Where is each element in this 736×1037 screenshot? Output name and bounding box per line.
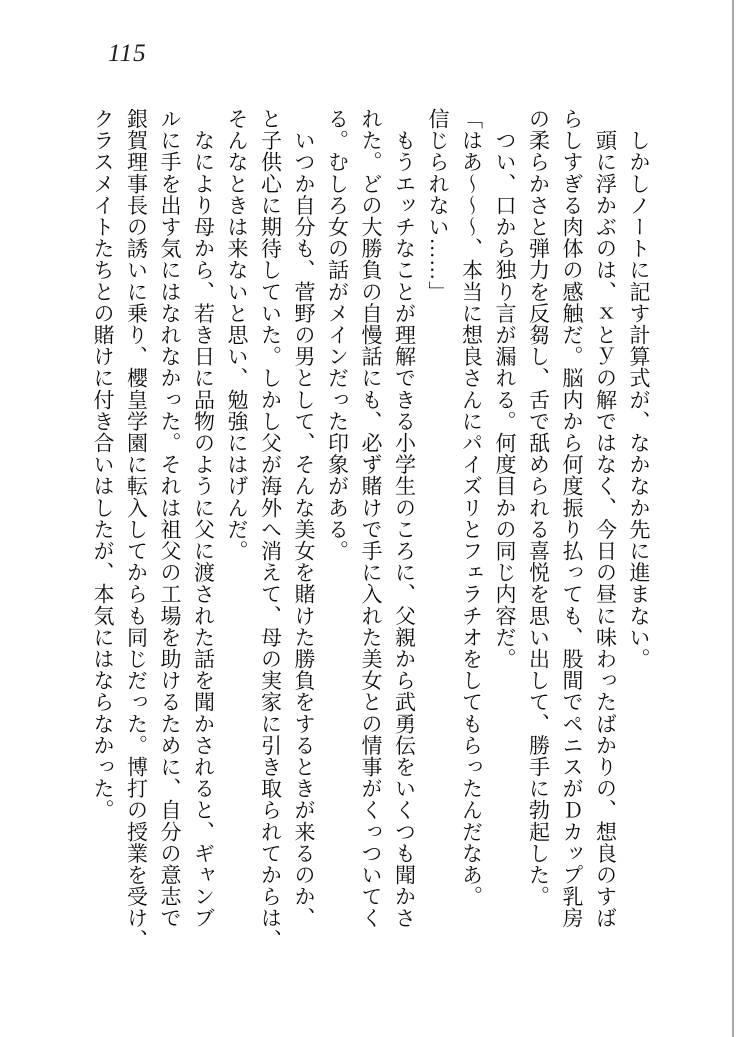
text-column: クラスメイトたちとの賭けに付き合いはしたが、本気にはならなかった。 bbox=[91, 108, 115, 821]
text-column: もうエッチなことが理解できる小学生のころに、父親から武勇伝をいくつも聞かさ bbox=[392, 108, 417, 929]
page-number: 115 bbox=[108, 40, 147, 67]
text-column: れた。どの大勝負の自慢話にも、必ず賭けで手に入れた美女との情事がくっついてく bbox=[359, 108, 383, 929]
text-column: 信じられない……」 bbox=[426, 108, 450, 303]
text-column: の柔らかさと弾力を反芻し、舌で舐められる喜悦を思い出して、勝手に勃起した。 bbox=[526, 108, 551, 908]
text-column: る。むしろ女の話がメインだった印象がある。 bbox=[325, 108, 350, 562]
text-column: そんなときは来ないと思い、勉強にはげんだ。 bbox=[225, 108, 249, 562]
text-column: ルに手を出す気にはなれなかった。それは祖父の工場を助けるために、自分の意志で bbox=[158, 108, 182, 929]
text-column: なにより母から、若き日に品物のように父に渡された話を聞かされると、ギャンブ bbox=[191, 108, 216, 929]
text-column: つい、口から独り言が漏れる。何度目かの同じ内容だ。 bbox=[493, 108, 517, 670]
body-text bbox=[86, 108, 656, 951]
page-edge-line bbox=[732, 0, 734, 1037]
text-column: 「はあ～～～、本当に想良さんにパイズリとフェラチオをしてもらったんだなあ。 bbox=[459, 108, 484, 908]
text-column: 銀賀理事長の誘いに乗り、櫻皇学園に転入してからも同じだった。博打の授業を受け、 bbox=[124, 108, 149, 951]
text-column: しかしノートに記す計算式が、なかなか先に進まない。 bbox=[627, 108, 651, 670]
text-column: いつか自分も、菅野の男として、そんな美女を賭けた勝負をするときが来るのか、 bbox=[292, 108, 316, 929]
text-column: と子供心に期待していた。しかし父が海外へ消えて、母の実家に引き取られてからは、 bbox=[258, 108, 283, 951]
text-column: らしすぎる肉体の感触だ。脳内から何度振り払っても、股間でペニスがＤカップ乳房 bbox=[560, 108, 584, 929]
text-column: 頭に浮かぶのは、ｘとｙの解ではなく、今日の昼に味わったばかりの、想良のすば bbox=[593, 108, 618, 929]
